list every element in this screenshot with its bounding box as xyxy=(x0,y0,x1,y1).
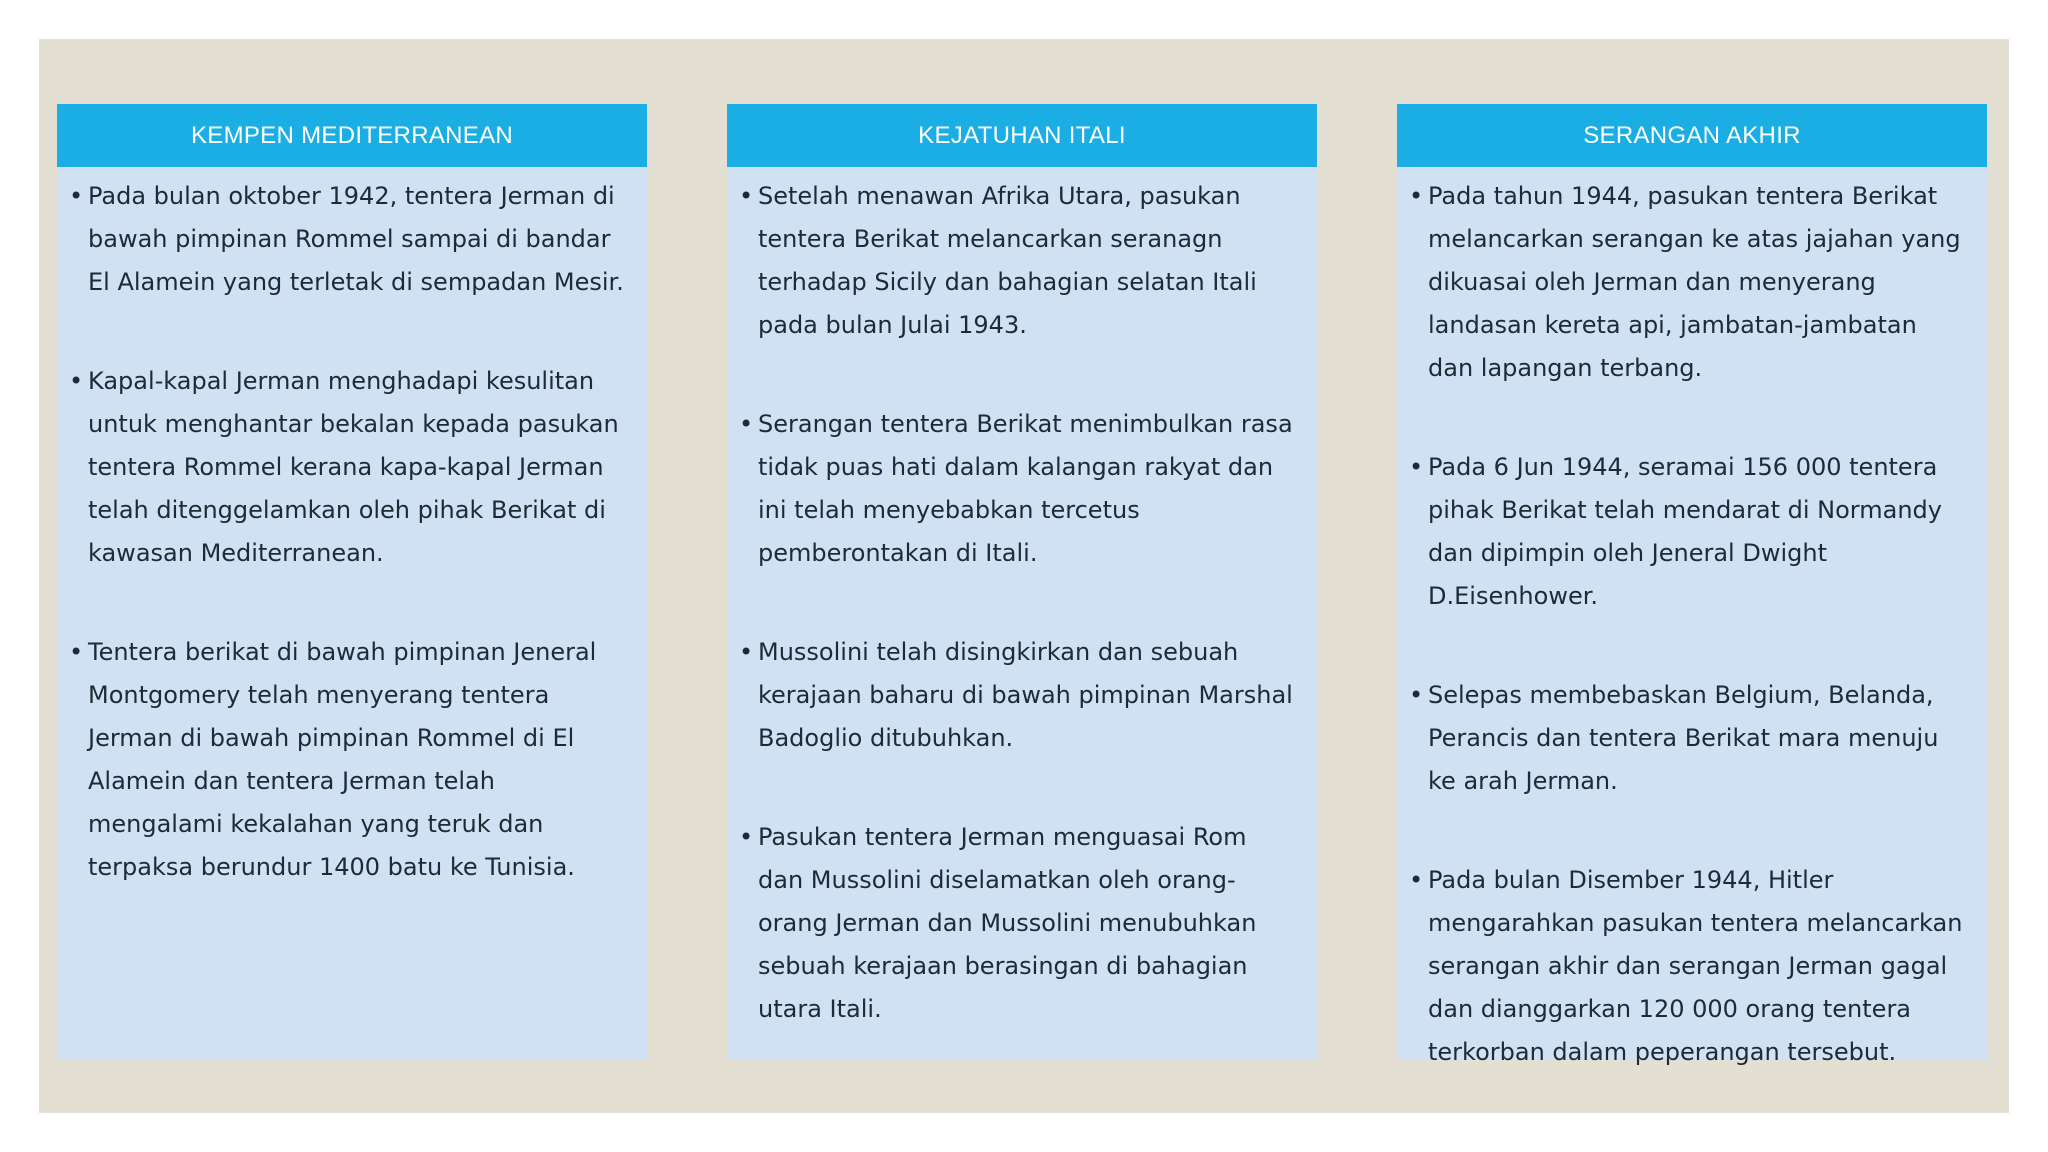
bullet-point: • Serangan tentera Berikat menimbulkan rasa tidak puas hati dalam kalangan rakyat dan ini telah menyebabkan tercetus pemberontakan di Itali. xyxy=(739,403,1297,575)
column-body xyxy=(1397,167,1987,1074)
bullet-point: • Kapal-kapal Jerman menghadapi kesulitan untuk menghantar bekalan kepada pasukan tentera Rommel kerana kapa-kapal Jerman telah ditenggelamkan oleh pihak Berikat di kawasan Mediterranean. xyxy=(69,360,627,575)
column-body xyxy=(57,167,647,889)
column-header: SERANGAN AKHIR xyxy=(1397,104,1987,167)
bullet-point: • Selepas membebaskan Belgium, Belanda, Perancis dan tentera Berikat mara menuju ke arah Jerman. xyxy=(1409,674,1967,803)
column-header: KEMPEN MEDITERRANEAN xyxy=(57,104,647,167)
column-serangan-akhir xyxy=(1397,104,1987,1066)
column-kempen-mediterranean xyxy=(57,104,647,1060)
bullet-point: • Tentera berikat di bawah pimpinan Jeneral Montgomery telah menyerang tentera Jerman di bawah pimpinan Rommel di El Alamein dan tentera Jerman telah mengalami kekalahan yang teruk dan terpaksa berundur 1400 batu ke Tunisia. xyxy=(69,631,627,889)
column-body xyxy=(727,167,1317,1031)
bullet-point: • Pada bulan Disember 1944, Hitler mengarahkan pasukan tentera melancarkan serangan akhir dan serangan Jerman gagal dan dianggarkan 120 000 orang tentera terkorban dalam peperangan tersebut. xyxy=(1409,859,1967,1074)
bullet-point: • Pasukan tentera Jerman menguasai Rom dan Mussolini diselamatkan oleh orang-orang Jerman dan Mussolini menubuhkan sebuah kerajaan berasingan di bahagian utara Itali. xyxy=(739,816,1297,1031)
column-header: KEJATUHAN ITALI xyxy=(727,104,1317,167)
column-kejatuhan-itali xyxy=(727,104,1317,1060)
bullet-point: • Pada tahun 1944, pasukan tentera Berikat melancarkan serangan ke atas jajahan yang dikuasai oleh Jerman dan menyerang landasan kereta api, jambatan-jambatan dan lapangan terbang. xyxy=(1409,175,1967,390)
bullet-point: • Mussolini telah disingkirkan dan sebuah kerajaan baharu di bawah pimpinan Marshal Badoglio ditubuhkan. xyxy=(739,631,1297,760)
bullet-point: • Pada bulan oktober 1942, tentera Jerman di bawah pimpinan Rommel sampai di bandar El Alamein yang terletak di sempadan Mesir. xyxy=(69,175,627,304)
bullet-point: • Setelah menawan Afrika Utara, pasukan tentera Berikat melancarkan seranagn terhadap Sicily dan bahagian selatan Itali pada bulan Julai 1943. xyxy=(739,175,1297,347)
bullet-point: • Pada 6 Jun 1944, seramai 156 000 tentera pihak Berikat telah mendarat di Normandy dan dipimpin oleh Jeneral Dwight D.Eisenhower. xyxy=(1409,446,1967,618)
